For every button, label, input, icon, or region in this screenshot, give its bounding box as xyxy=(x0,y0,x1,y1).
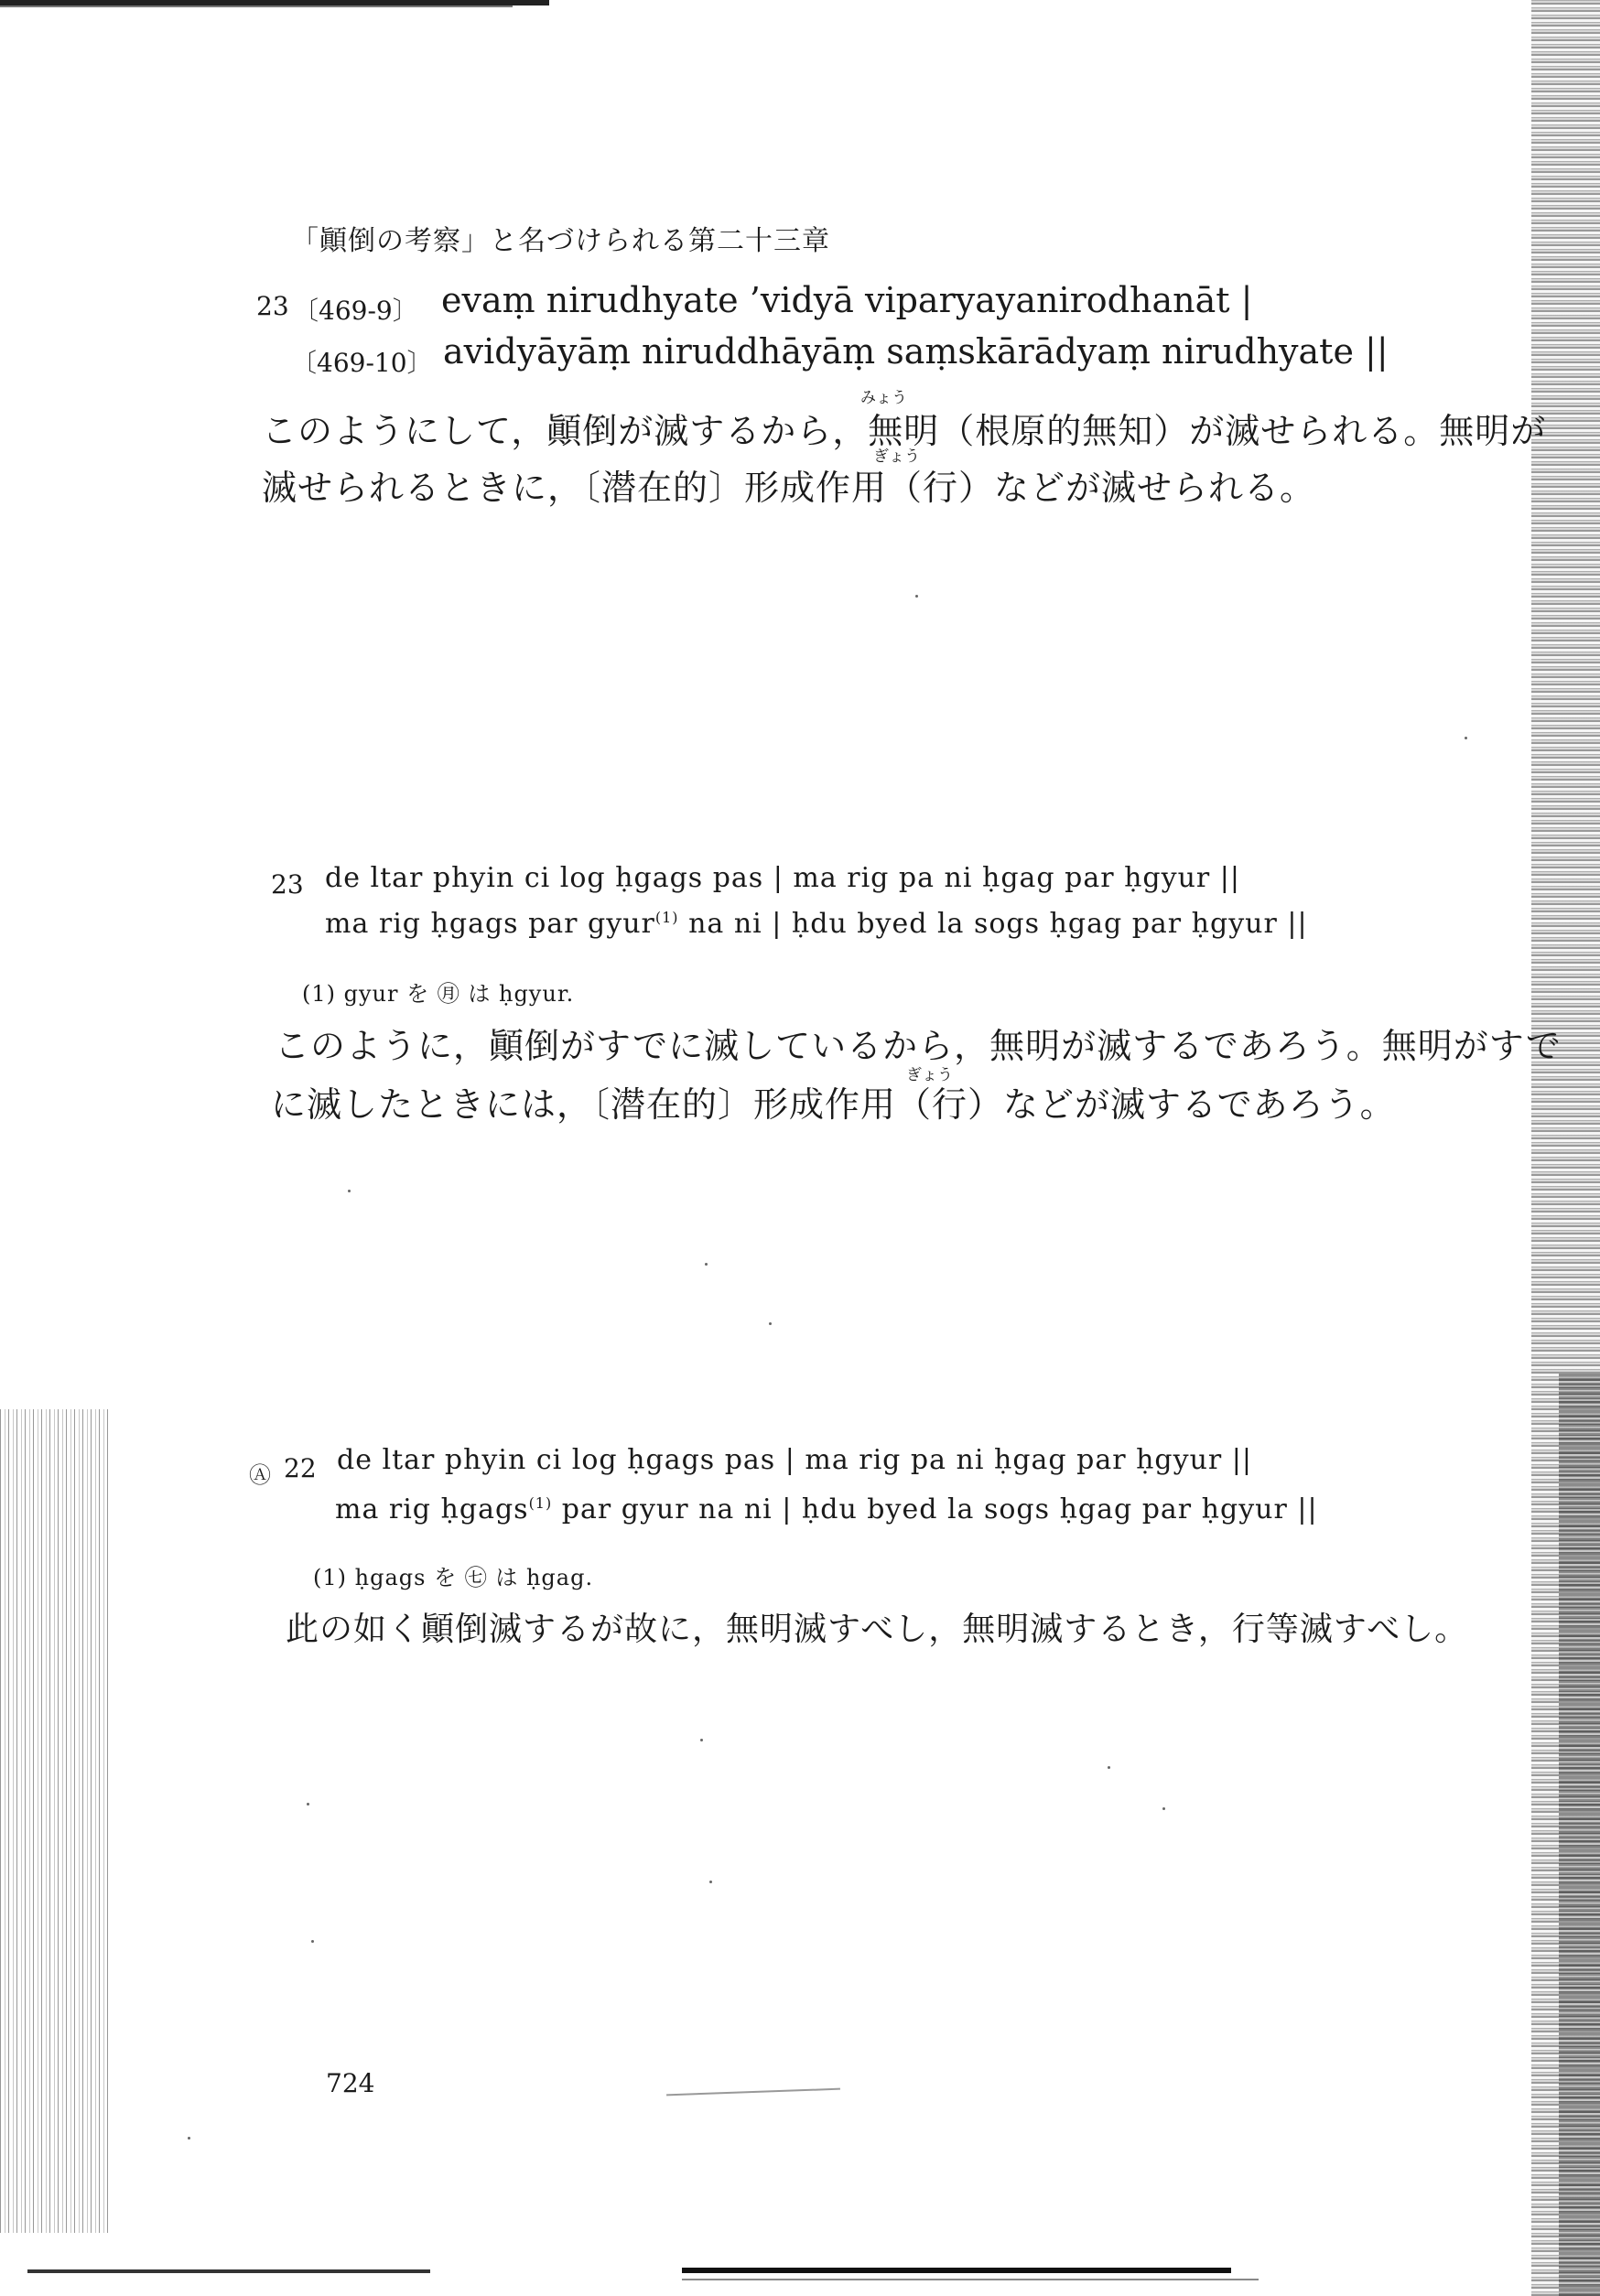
ruby-gyo-1: ぎょう xyxy=(873,447,920,466)
tibetan-a-line2-part2: na ni | ḥdu byed la sogs ḥgag par ḥgyur || xyxy=(678,908,1308,940)
scan-speck xyxy=(700,1739,703,1741)
tibetan-a-footnote: (1) gyur を ㊊ は ḥgyur. xyxy=(302,981,575,1007)
tibetan-b-footnote: (1) ḥgags を ㊆ は ḥgag. xyxy=(313,1565,594,1590)
tibetan-b-line1: de ltar phyin ci log ḥgags pas | ma rig pa ni ḥgag par ḥgyur || xyxy=(337,1444,1253,1476)
scan-speck xyxy=(709,1881,712,1883)
scan-speck xyxy=(348,1190,351,1192)
ruby-mumyo: みょう xyxy=(860,389,907,407)
tibetan-a-line1: de ltar phyin ci log ḥgags pas | ma rig pa ni ḥgag par ḥgyur || xyxy=(325,862,1241,894)
scan-left-edge-noise xyxy=(0,1409,110,2233)
scan-smudge xyxy=(666,2088,840,2097)
tibetan-b-line2-part1: ma rig ḥgags xyxy=(335,1493,529,1525)
sanskrit-translation-line1: このようにして，顚倒が滅するから，無明（根原的無知）が滅せられる。無明が xyxy=(262,411,1547,451)
scan-bottom-rule-left xyxy=(27,2269,430,2273)
sanskrit-line2-ref: 〔469-10〕 xyxy=(291,348,433,378)
scan-speck xyxy=(769,1322,772,1325)
tibetan-b-line2-part2: par gyur na ni | ḥdu byed la sogs ḥgag par ḥgyur || xyxy=(552,1493,1318,1525)
scan-bottom-rule-right xyxy=(682,2268,1231,2273)
page-number: 724 xyxy=(326,2068,375,2098)
tibetan-a-verse-number: 23 xyxy=(271,869,304,900)
sanskrit-line1-ref: 〔469-9〕 xyxy=(293,296,418,326)
tibetan-a-translation-line2: に滅したときには，〔潜在的〕形成作用（行）などが滅するであろう。 xyxy=(271,1084,1396,1125)
scan-speck xyxy=(1108,1766,1110,1769)
tibetan-a-translation-line1: このように，顚倒がすでに滅しているから，無明が滅するであろう。無明がすで xyxy=(275,1026,1562,1066)
scan-speck xyxy=(188,2137,190,2140)
tibetan-b-line2 xyxy=(335,1493,1318,1525)
sanskrit-line2: avidyāyāṃ niruddhāyāṃ saṃskārādyaṃ nirudhyate || xyxy=(443,331,1389,372)
tibetan-a-line2 xyxy=(325,908,1308,940)
footnote-marker-1b: (1) xyxy=(528,1494,553,1512)
footnote-marker-1: (1) xyxy=(654,909,679,926)
chapter-heading: 「顚倒の考察」と名づけられる第二十三章 xyxy=(291,225,830,257)
scan-speck xyxy=(1465,737,1467,739)
sanskrit-line1: evaṃ nirudhyate ’vidyā viparyayanirodhanāt | xyxy=(441,280,1253,320)
scan-right-edge-shadow xyxy=(1559,1373,1600,2296)
kanbun-translation: 此の如く顚倒滅するが故に，無明滅すべし，無明滅するとき，行等滅すべし。 xyxy=(286,1611,1469,1648)
scan-speck xyxy=(307,1803,309,1806)
edition-marker: Ⓐ xyxy=(249,1462,271,1488)
tibetan-b-verse-number: 22 xyxy=(284,1453,317,1483)
scan-speck xyxy=(311,1940,314,1943)
scan-top-rule-shadow xyxy=(0,5,513,7)
ruby-gyo-2: ぎょう xyxy=(906,1066,953,1084)
tibetan-a-line2-part1: ma rig ḥgags par gyur xyxy=(325,908,655,940)
scan-speck xyxy=(705,1263,708,1266)
sanskrit-translation-line2: 滅せられるときに，〔潜在的〕形成作用（行）などが滅せられる。 xyxy=(262,468,1316,508)
scan-speck xyxy=(1162,1807,1165,1810)
scan-speck xyxy=(915,595,918,598)
sanskrit-verse-number: 23 xyxy=(256,291,289,321)
scan-bottom-rule-right-shadow xyxy=(682,2279,1259,2280)
